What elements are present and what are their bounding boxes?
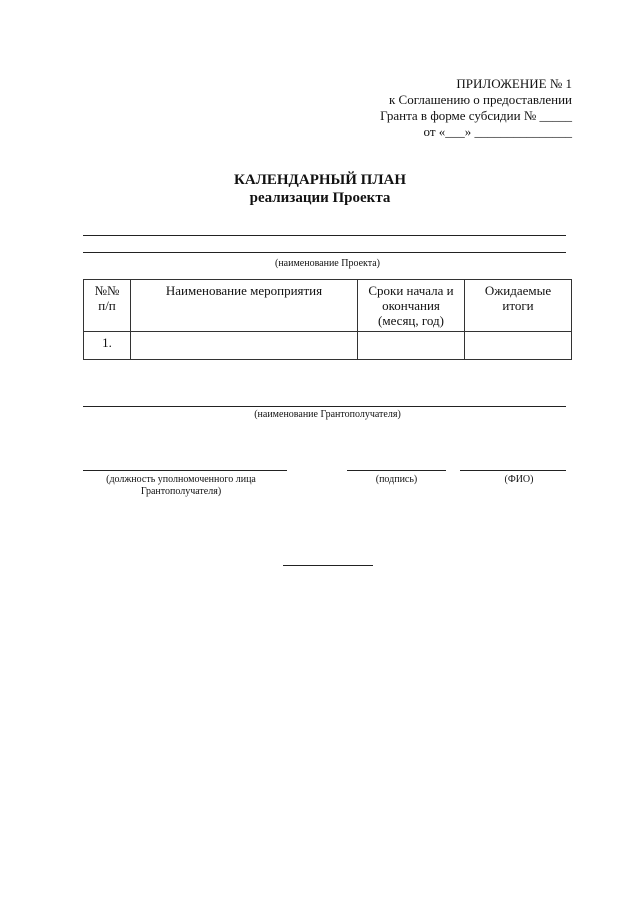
header-number: №№ п/п [84, 280, 131, 332]
appendix-date: от «___» _______________ [423, 124, 572, 139]
grantee-name-caption: (наименование Грантополучателя) [254, 409, 401, 420]
grantee-name-line [83, 406, 566, 407]
header-activity: Наименование мероприятия [131, 280, 358, 332]
project-name-line-2 [83, 252, 566, 253]
project-name-caption: (наименование Проекта) [274, 258, 381, 269]
table-row [84, 332, 572, 360]
project-name-line-1 [83, 235, 566, 236]
full-name-line [460, 470, 566, 471]
table-cell [131, 332, 358, 360]
table-cell [465, 332, 572, 360]
signature-line [347, 470, 446, 471]
position-signature-line [83, 470, 287, 471]
calendar-plan-table [83, 279, 572, 360]
header-dates: Сроки начала и окончания (месяц, год) [358, 280, 465, 332]
header-results: Ожидаемые итоги [465, 280, 572, 332]
appendix-number: ПРИЛОЖЕНИЕ № 1 [456, 76, 572, 91]
table-header-row [84, 280, 572, 332]
table-cell: 1. [84, 332, 131, 360]
signature-caption: (подпись) [375, 474, 418, 485]
title-sub: реализации Проекта [249, 190, 391, 206]
position-caption: (должность уполномоченного лица Грантополучателя) [106, 474, 256, 497]
title-main: КАЛЕНДАРНЫЙ ПЛАН [233, 172, 407, 188]
appendix-agreement-ref: к Соглашению о предоставлении [388, 92, 572, 107]
appendix-subsidy-number: Гранта в форме субсидии № _____ [380, 108, 572, 123]
appendix-header [380, 76, 572, 140]
table-cell [358, 332, 465, 360]
full-name-caption: (ФИО) [504, 474, 534, 485]
footer-divider [283, 565, 373, 566]
document-title [0, 171, 640, 207]
